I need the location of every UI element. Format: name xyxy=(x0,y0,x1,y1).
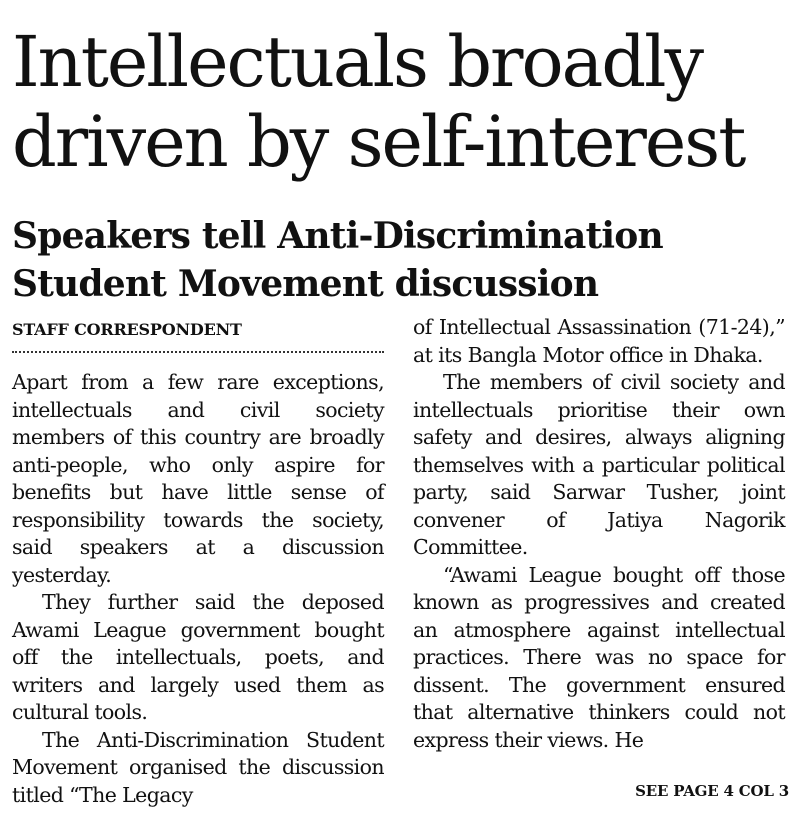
paragraph: Apart from a few rare exceptions, intellectuals and civil society members of this country are broadly anti-people, who only aspire for benefits but have little sense of responsibility towards the society, said speakers at a discussion yesterday. xyxy=(12,370,384,587)
continuation-reference: SEE PAGE 4 COL 3 xyxy=(635,782,789,800)
paragraph: The Anti-Discrimination Student Movement organised the discussion titled “The Legacy xyxy=(12,727,384,807)
article-column-right xyxy=(413,314,785,754)
headline: Intellectuals broadly driven by self-interest xyxy=(12,21,745,183)
byline: STAFF CORRESPONDENT xyxy=(12,320,242,339)
paragraph: The members of civil society and intellectuals prioritise their own safety and desires, always aligning themselves with a particular political party, said Sarwar Tusher, joint convener of Jatiya Nagorik Committee. xyxy=(413,370,785,559)
paragraph: They further said the deposed Awami League government bought off the intellectuals, poets, and writers and largely used them as cultural tools. xyxy=(12,590,384,724)
paragraph: “Awami League bought off those known as progressives and created an atmosphere against intellectual practices. There was no space for dissent. The government ensured that alternative thinkers could not express their views. He xyxy=(413,562,785,752)
article-column-left xyxy=(12,369,384,809)
byline-divider xyxy=(12,351,384,353)
paragraph: of Intellectual Assassination (71-24),” at its Bangla Motor office in Dhaka. xyxy=(413,315,785,367)
subheadline: Speakers tell Anti-Discrimination Student Movement discussion xyxy=(12,215,663,305)
